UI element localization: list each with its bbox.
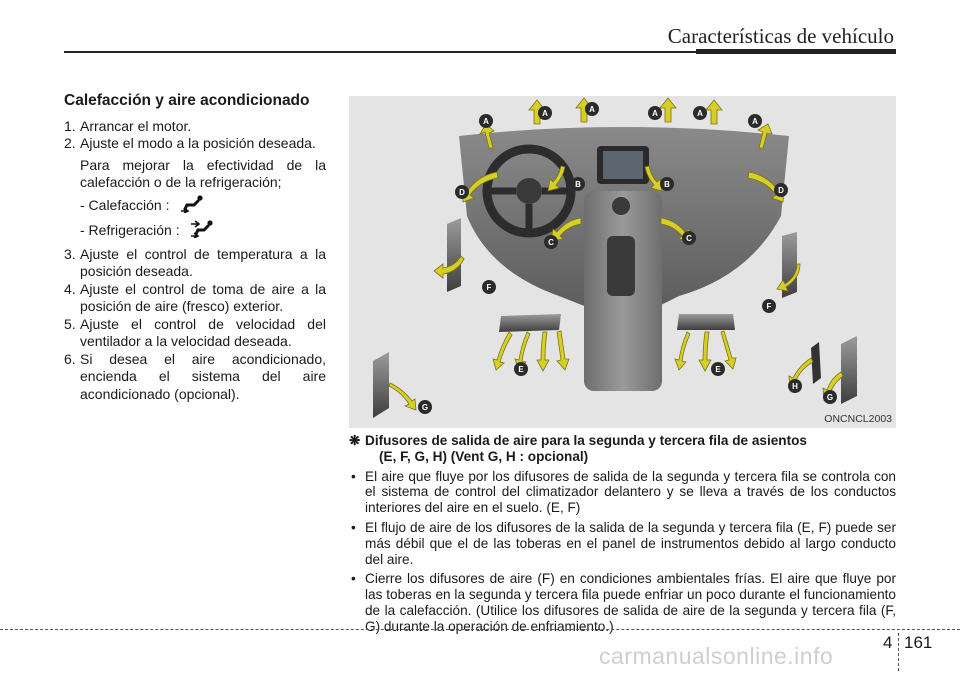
label-b-badge: [660, 177, 674, 191]
label-a: A: [752, 117, 758, 126]
label-e: E: [518, 365, 524, 374]
footer-rule: [0, 629, 960, 630]
heating-mode-line: [64, 195, 326, 218]
label-f: F: [486, 283, 492, 292]
procedure-column: [64, 92, 326, 403]
step-text: Ajuste el control de velocidad del ventilador a la velocidad deseada.: [80, 315, 326, 349]
label-a-badge: [538, 106, 552, 120]
step-number: 3.: [64, 245, 76, 262]
step-number: 1.: [64, 117, 76, 134]
step-text: Ajuste el modo a la posición deseada.: [80, 135, 316, 151]
step-text: Arrancar el motor.: [80, 117, 192, 134]
label-d-badge: [774, 183, 788, 197]
step-text: Ajuste el control de temperatura a la posición deseada.: [80, 245, 326, 279]
label-c: C: [686, 234, 692, 243]
label-a: A: [542, 109, 548, 118]
bullet-text: El aire que fluye por los difusores de salida de la segunda y tercera fila se controla con el sistema de control del climatizador delantero y se lleva a través de los conductos interiores del aire en el suelo. (E, F): [365, 468, 896, 516]
step-5: [64, 316, 326, 351]
heating-mode-icon: [179, 195, 205, 218]
label-f: F: [766, 302, 772, 311]
label-g: G: [826, 393, 834, 402]
step-number: 2.: [64, 135, 76, 151]
label-a: A: [697, 109, 703, 118]
label-h: H: [792, 382, 798, 391]
label-g-badge: [418, 400, 432, 414]
note-symbol-icon: ❋: [349, 433, 361, 448]
step-6: [64, 351, 326, 404]
note-bullet-1: [349, 469, 896, 516]
step-2-note: Para mejorar la efectividad de la calefacción o de la refrigeración;: [80, 156, 326, 190]
label-d-badge: [455, 185, 469, 199]
note-title-line2: (E, F, G, H) (Vent G, H : opcional): [379, 448, 589, 464]
note-heading: [349, 433, 896, 465]
step-text: Ajuste el control de toma de aire a la posición de aire (fresco) exterior.: [80, 280, 326, 314]
label-a-badge: [479, 114, 493, 128]
note-column: [349, 433, 896, 635]
step-number: 6.: [64, 350, 76, 367]
cooling-mode-line: [64, 220, 326, 243]
section-title: Calefacción y aire acondicionado: [64, 92, 310, 109]
step-2: [64, 135, 326, 153]
page-header-title: Características de vehículo: [667, 24, 894, 48]
label-h-badge: [788, 379, 802, 393]
dashboard-shape: [459, 127, 789, 391]
label-c-badge: [682, 231, 696, 245]
label-a: A: [589, 105, 595, 114]
figure-code: ONCNCL2003: [824, 413, 892, 425]
page-number: 161: [904, 633, 933, 652]
label-b: B: [575, 180, 581, 189]
bullet-dot: •: [351, 468, 356, 484]
bullet-text: El flujo de aire de los difusores de la salida de la segunda y tercera fila (E, F) puede ser más débil que el de las toberas en el panel de instrumentos debido al largo conducto del aire.: [365, 519, 896, 567]
label-a-badge: [748, 114, 762, 128]
bullet-dot: •: [351, 571, 356, 587]
step-text: Si desea el aire acondicionado, encienda el sistema del aire acondicionado (opcional).: [80, 350, 326, 402]
note-title-line1: Difusores de salida de aire para la segunda y tercera fila de asientos: [365, 433, 807, 448]
label-a-badge: [648, 106, 662, 120]
cooling-mode-icon: [189, 220, 215, 243]
label-b: B: [664, 180, 670, 189]
label-e: E: [715, 365, 721, 374]
page-number-separator: [898, 633, 899, 671]
note-bullet-2: [349, 520, 896, 567]
label-f-badge: [482, 280, 496, 294]
bullet-dot: •: [351, 519, 356, 535]
label-g: G: [421, 403, 429, 412]
step-3: [64, 246, 326, 281]
label-e-badge: [514, 362, 528, 376]
cooling-label: - Refrigeración :: [80, 221, 180, 238]
heating-label: - Calefacción :: [80, 196, 170, 213]
air-vent-illustration: [349, 96, 896, 428]
step-number: 5.: [64, 315, 76, 332]
step-number: 4.: [64, 280, 76, 297]
header-rule-accent: [696, 49, 896, 54]
step-1: [64, 118, 326, 136]
note-bullet-3: [349, 571, 896, 634]
label-c: C: [548, 238, 554, 247]
step-4: [64, 281, 326, 316]
label-d: D: [459, 188, 465, 197]
label-a-badge: [585, 102, 599, 116]
chapter-number: 4: [883, 633, 893, 652]
label-e-badge: [711, 362, 725, 376]
watermark-text: carmanualsonline.info: [599, 643, 834, 669]
bullet-text: Cierre los difusores de aire (F) en condiciones ambientales frías. El aire que fluye por las toberas en la segunda y tercera fila puede enfriar un poco durante el funcionamiento de la calefacción. (Utilice los difusores de salida de aire de la segunda y tercera fila (F, G) durante la operación de enfriamiento.): [365, 571, 896, 634]
header-rule: [64, 51, 696, 53]
label-a-badge: [693, 106, 707, 120]
label-d: D: [778, 186, 784, 195]
label-a: A: [483, 117, 489, 126]
label-g-badge: [823, 390, 837, 404]
label-f-badge: [762, 299, 776, 313]
label-a: A: [652, 109, 658, 118]
label-c-badge: [544, 235, 558, 249]
label-b-badge: [571, 177, 585, 191]
